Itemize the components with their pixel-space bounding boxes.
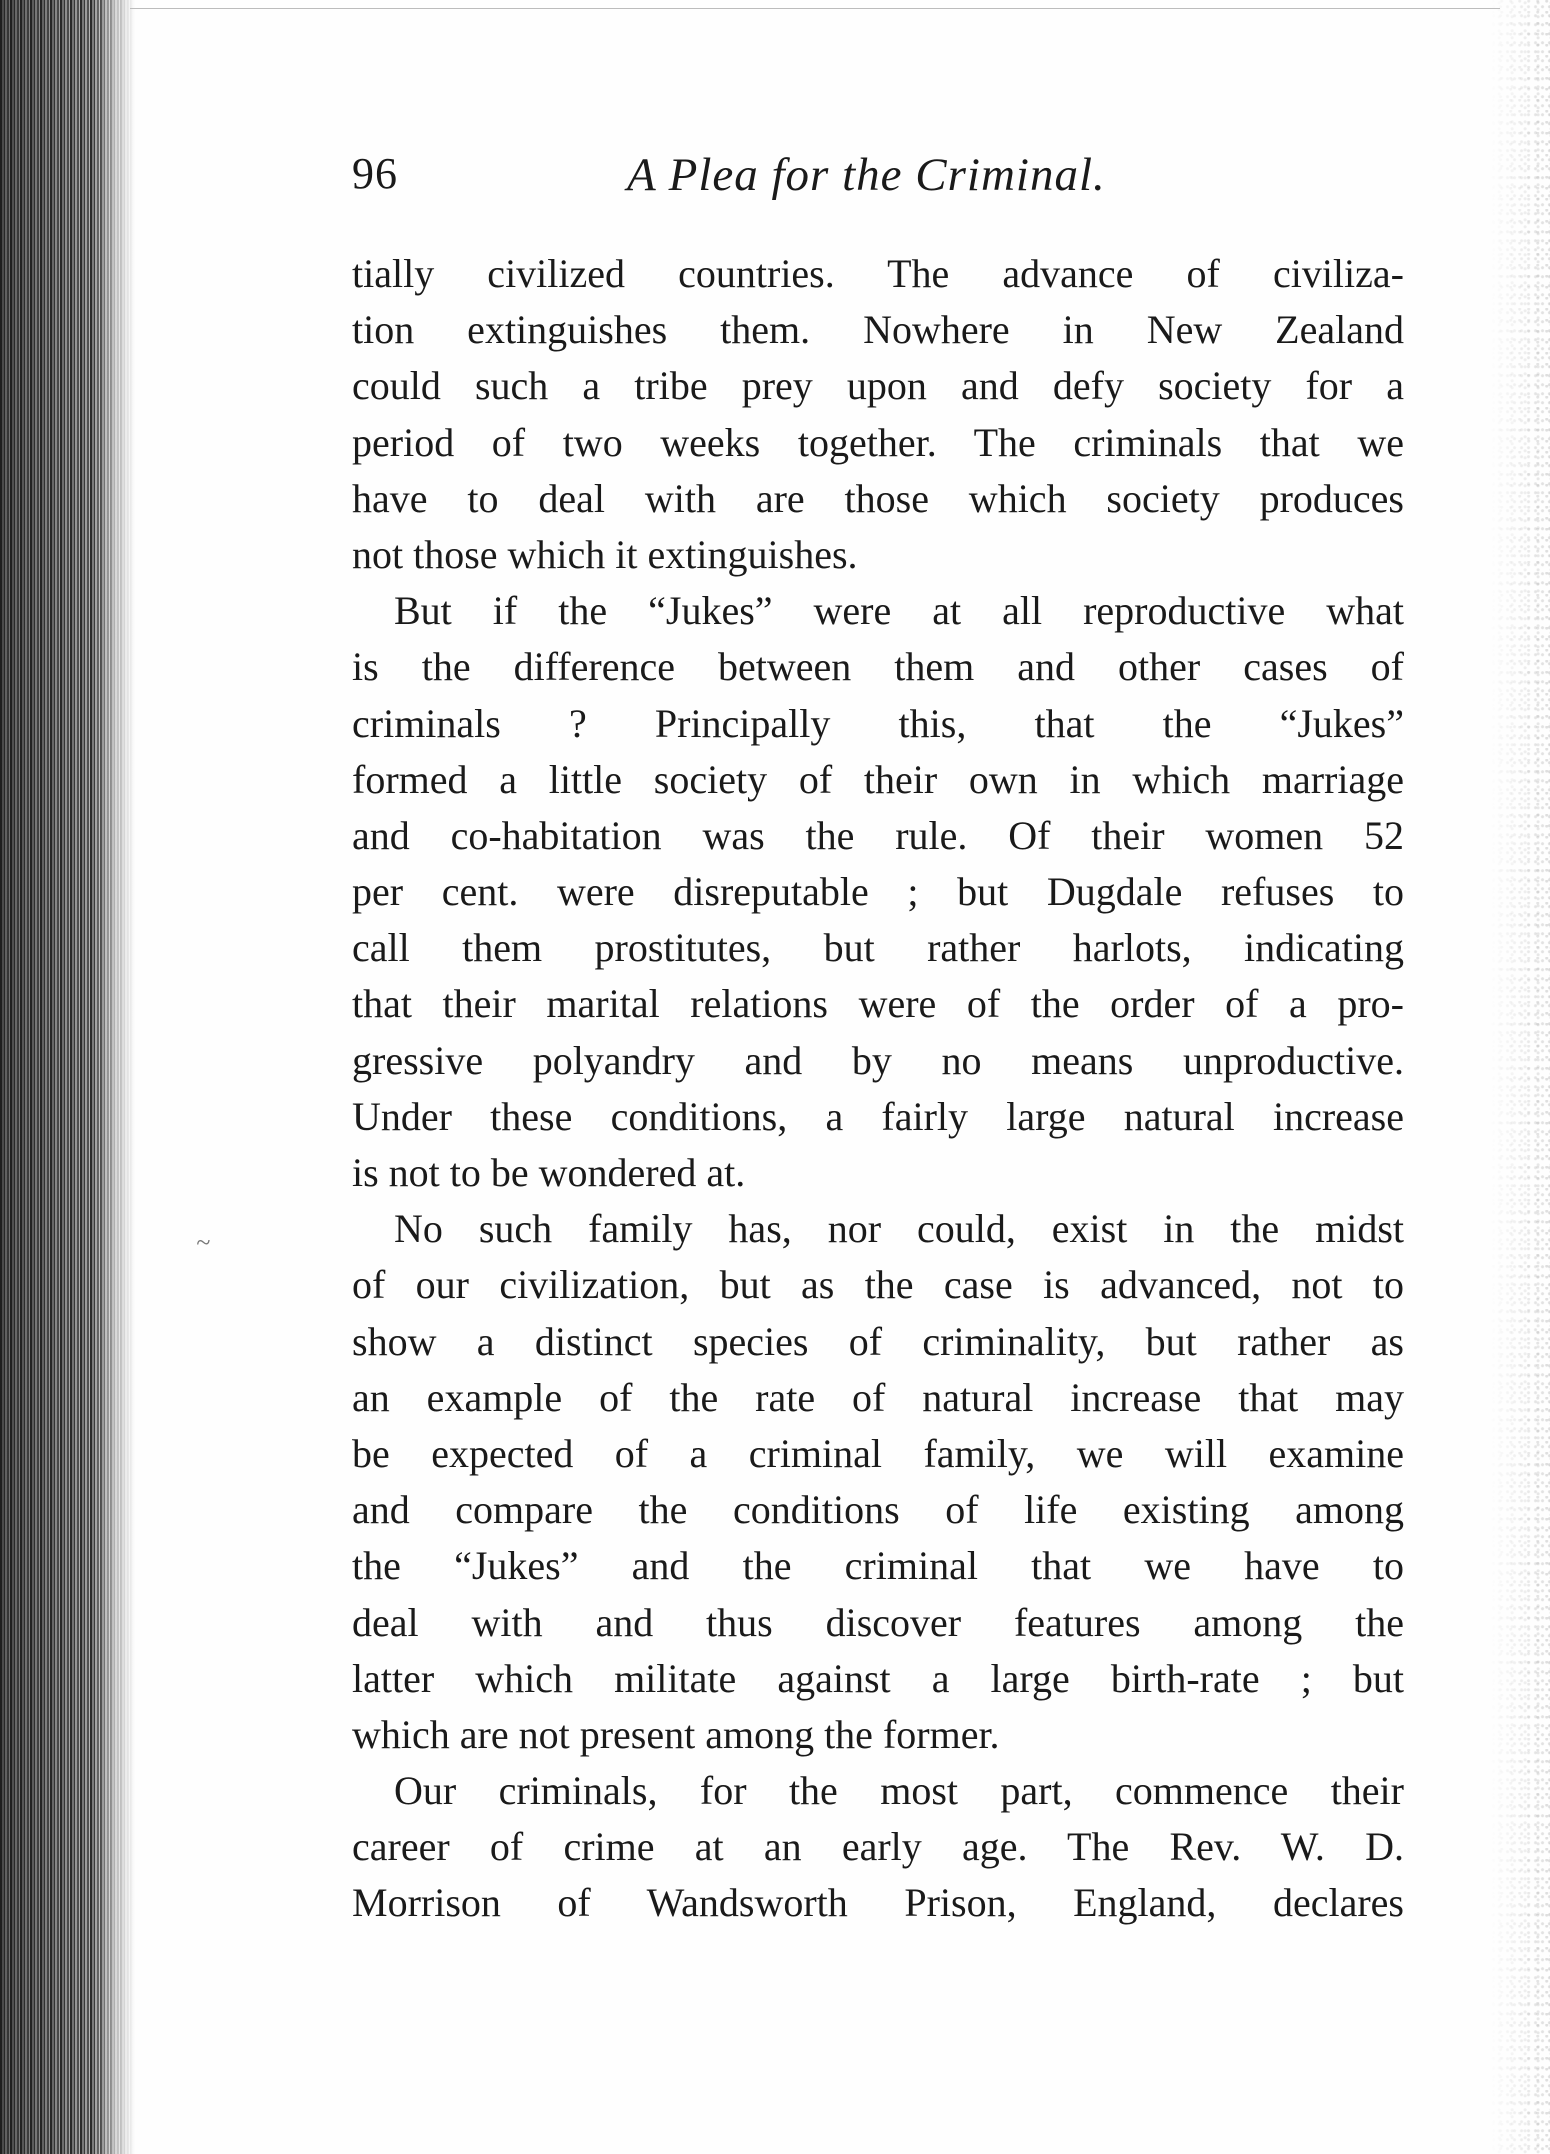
running-head	[352, 140, 1412, 210]
text-line: tially civilized countries. The advance of civiliza-	[352, 251, 1404, 296]
pencil-mark: ~	[196, 1228, 211, 1257]
text-line: that their marital relations were of the order of a pro-	[352, 981, 1404, 1027]
text-line: Morrison of Wandsworth Prison, England, declares	[352, 1880, 1404, 1926]
text-line: criminals ? Principally this, that the “Jukes”	[352, 700, 1404, 746]
paragraph	[352, 1763, 1404, 1932]
gutter-shadow	[0, 0, 135, 2154]
paragraph	[352, 246, 1404, 583]
text-line: of our civilization, but as the case is advanced, not to	[352, 1262, 1404, 1308]
body-text	[352, 246, 1404, 1932]
text-line: have to deal with are those which society produces	[352, 475, 1404, 521]
paragraph	[352, 583, 1404, 1201]
text-line: per cent. were disreputable ; but Dugdale refuses to	[352, 869, 1404, 915]
top-edge-line	[130, 8, 1500, 9]
paragraph	[352, 1201, 1404, 1763]
text-line: period of two weeks together. The criminals that we	[352, 419, 1404, 465]
text-line: be expected of a criminal family, we will examine	[352, 1430, 1404, 1476]
text-line: show a distinct species of criminality, but rather as	[352, 1318, 1404, 1364]
text-line: But if the “Jukes” were at all reproductive what	[394, 588, 1404, 634]
running-title: A Plea for the Criminal.	[627, 149, 1106, 201]
text-line: Under these conditions, a fairly large natural increase	[352, 1093, 1404, 1139]
text-line: tion extinguishes them. Nowhere in New Zealand	[352, 307, 1404, 353]
page-edge-speckle	[1490, 0, 1550, 2154]
text-line: an example of the rate of natural increase that may	[352, 1374, 1404, 1420]
text-line: which are not present among the former.	[352, 1711, 1000, 1757]
text-line: formed a little society of their own in which marriage	[352, 756, 1404, 802]
text-line: the “Jukes” and the criminal that we have to	[352, 1543, 1404, 1589]
text-line: deal with and thus discover features among the	[352, 1599, 1404, 1645]
text-line: not those which it extinguishes.	[352, 531, 858, 577]
text-line: is the difference between them and other cases of	[352, 644, 1404, 690]
text-line: is not to be wondered at.	[352, 1150, 746, 1195]
text-line: latter which militate against a large birth-rate ; but	[352, 1655, 1404, 1701]
text-line: and co-habitation was the rule. Of their women 52	[352, 812, 1404, 858]
text-line: Our criminals, for the most part, commence their	[394, 1768, 1404, 1814]
text-line: could such a tribe prey upon and defy society for a	[352, 363, 1404, 409]
page-number: 96	[352, 149, 398, 198]
text-line: career of crime at an early age. The Rev. W. D.	[352, 1824, 1404, 1870]
text-line: call them prostitutes, but rather harlots, indicating	[352, 925, 1404, 971]
text-line: gressive polyandry and by no means unproductive.	[352, 1037, 1404, 1083]
text-line: and compare the conditions of life existing among	[352, 1487, 1404, 1533]
text-line: No such family has, nor could, exist in the midst	[394, 1206, 1404, 1252]
